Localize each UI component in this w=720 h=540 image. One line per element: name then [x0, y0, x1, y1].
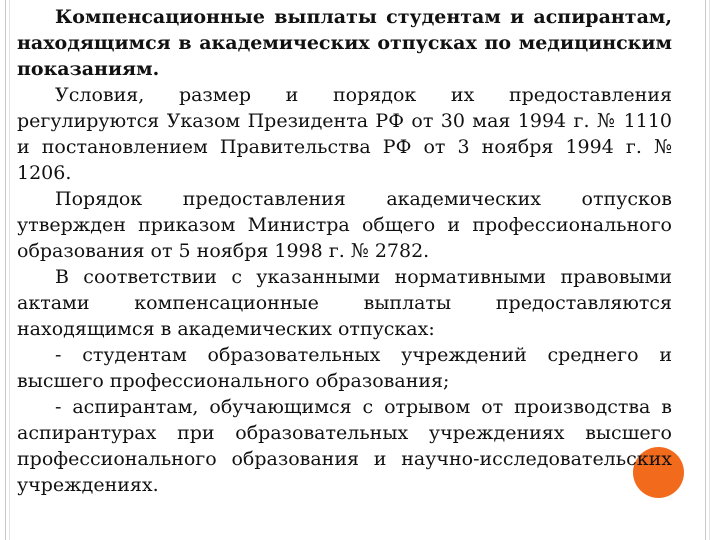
paragraph-leave-order: Порядок предоставления академических отпусков утвержден приказом Министра общего и профессионального образования от 5 ноября 1998 г. № 2782. [17, 188, 672, 262]
frame-left-line [5, 0, 6, 540]
paragraph-legal-basis: Условия, размер и порядок их предоставления регулируются Указом Президента РФ от 30 мая 1994 г. № 1110 и постановлением Правительства РФ от 3 ноября 1994 г. № 1206. [17, 84, 672, 184]
paragraph-recipients-intro: В соответствии с указанными нормативными правовыми актами компенсационные выплаты предоставляются находящимся в академических отпусках: [17, 266, 672, 340]
frame-left-inner-line [9, 0, 10, 540]
list-item-students: - студентам образовательных учреждений среднего и высшего профессионального образования; [17, 344, 672, 392]
document-body [17, 4, 672, 498]
list-item-postgraduates: - аспирантам, обучающимся с отрывом от производства в аспирантурах при образовательных учреждениях высшего профессионального образования и научно-исследовательских учреждениях. [17, 396, 672, 496]
frame-right-line [705, 0, 706, 540]
document-title: Компенсационные выплаты студентам и аспирантам, находящимся в академических отпусках по медицинским показаниям. [17, 6, 672, 80]
frame-right-inner-line [709, 0, 710, 540]
